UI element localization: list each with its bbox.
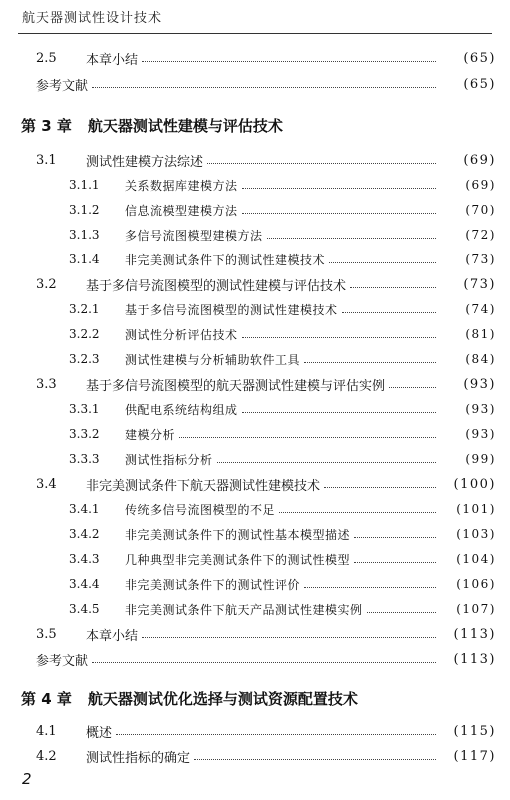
toc-entry-3-2-2[interactable] <box>69 323 496 345</box>
dot-leader <box>267 238 436 239</box>
toc-entry-3-3-1[interactable] <box>69 398 496 420</box>
toc-entry-number: 3.4.1 <box>69 502 100 516</box>
toc-entry-page: (117) <box>453 748 496 764</box>
dot-leader <box>242 337 436 338</box>
toc-entry-page: (99) <box>465 452 496 466</box>
toc-entry-3-3-2[interactable] <box>69 423 496 445</box>
chapter-label: 第 4 章 <box>21 689 72 708</box>
running-head: 航天器测试性设计技术 <box>22 11 163 26</box>
toc-entry-page: (107) <box>456 602 496 616</box>
toc-entry-title: 参考文献 <box>36 78 89 94</box>
toc-entry-3-2-3[interactable] <box>69 348 496 370</box>
toc-entry-number: 3.3.2 <box>69 427 100 441</box>
toc-entry-title: 本章小结 <box>86 52 139 68</box>
toc-entry-title: 测试性建模方法综述 <box>86 154 204 170</box>
toc-entry-number: 3.1.3 <box>69 228 100 242</box>
toc-entry-number: 3.2 <box>36 276 57 292</box>
dot-leader <box>142 637 436 638</box>
toc-entry-number: 3.1 <box>36 152 57 168</box>
toc-entry-number: 4.2 <box>36 748 57 764</box>
toc-entry-page: (65) <box>463 50 496 66</box>
toc-entry-page: (69) <box>463 152 496 168</box>
toc-entry-page: (69) <box>465 178 496 192</box>
toc-entry-title: 测试性指标的确定 <box>86 750 191 766</box>
dot-leader <box>329 262 436 263</box>
toc-entry-title: 基于多信号流图模型的航天器测试性建模与评估实例 <box>86 378 386 394</box>
toc-entry-3-3-3[interactable] <box>69 448 496 470</box>
toc-entry-4-2[interactable] <box>36 745 496 767</box>
toc-entry-page: (84) <box>465 352 496 366</box>
toc-entry-3-1-2[interactable] <box>69 199 496 221</box>
toc-entry-title: 供配电系统结构组成 <box>125 402 238 417</box>
toc-entry-3-1-1[interactable] <box>69 174 496 196</box>
toc-entry-page: (74) <box>465 302 496 316</box>
toc-entry-number: 3.2.2 <box>69 327 100 341</box>
toc-entry-3-1[interactable] <box>36 149 496 171</box>
toc-entry-number: 3.3.1 <box>69 402 100 416</box>
toc-entry-3-4-4[interactable] <box>69 573 496 595</box>
dot-leader <box>304 587 436 588</box>
toc-entry-3-2[interactable] <box>36 273 496 295</box>
toc-entry-title: 参考文献 <box>36 653 89 669</box>
toc-entry-title: 非完美测试条件下航天产品测试性建模实例 <box>125 602 363 617</box>
toc-entry-number: 3.3.3 <box>69 452 100 466</box>
toc-entry-title: 基于多信号流图模型的测试性建模技术 <box>125 302 338 317</box>
toc-entry-page: (113) <box>453 651 496 667</box>
toc-entry-number: 4.1 <box>36 723 57 739</box>
toc-entry-page: (113) <box>453 626 496 642</box>
toc-entry-number: 3.4.5 <box>69 602 100 616</box>
toc-entry-3-4-2[interactable] <box>69 523 496 545</box>
header-rule <box>18 33 492 34</box>
toc-entry-title: 非完美测试条件下航天器测试性建模技术 <box>86 478 321 494</box>
dot-leader <box>217 462 436 463</box>
dot-leader <box>324 487 436 488</box>
toc-entry-title: 概述 <box>86 725 113 741</box>
toc-entry-references[interactable] <box>36 73 496 95</box>
toc-entry-3-4-5[interactable] <box>69 598 496 620</box>
dot-leader <box>116 734 436 735</box>
chapter-title: 航天器测试性建模与评估技术 <box>87 116 283 135</box>
toc-entry-page: (93) <box>465 427 496 441</box>
dot-leader <box>207 163 436 164</box>
toc-entry-title: 基于多信号流图模型的测试性建模与评估技术 <box>86 278 347 294</box>
toc-entry-4-1[interactable] <box>36 720 496 742</box>
toc-entry-page: (104) <box>456 552 496 566</box>
chapter-label: 第 3 章 <box>21 116 72 135</box>
chapter-3-heading[interactable] <box>21 113 283 137</box>
toc-entry-number: 3.4.2 <box>69 527 100 541</box>
toc-entry-page: (65) <box>463 76 496 92</box>
dot-leader <box>304 362 436 363</box>
toc-entry-page: (73) <box>465 252 496 266</box>
toc-entry-page: (73) <box>463 276 496 292</box>
toc-entry-title: 非完美测试条件下的测试性基本模型描述 <box>125 527 351 542</box>
toc-entry-page: (106) <box>456 577 496 591</box>
dot-leader <box>242 213 436 214</box>
toc-entry-title: 本章小结 <box>86 628 139 644</box>
dot-leader <box>279 512 436 513</box>
toc-entry-number: 3.1.4 <box>69 252 100 266</box>
dot-leader <box>92 87 436 88</box>
toc-entry-title: 非完美测试条件下的测试性建模技术 <box>125 252 326 267</box>
dot-leader <box>367 612 436 613</box>
toc-entry-page: (72) <box>465 228 496 242</box>
toc-entry-title: 测试性分析评估技术 <box>125 327 238 342</box>
toc-entry-title: 信息流模型建模方法 <box>125 203 238 218</box>
toc-entry-number: 3.1.2 <box>69 203 100 217</box>
toc-entry-3-1-3[interactable] <box>69 224 496 246</box>
toc-entry-3-5[interactable] <box>36 623 496 645</box>
page-number: 2 <box>22 770 32 788</box>
dot-leader <box>179 437 436 438</box>
toc-entry-page: (100) <box>453 476 496 492</box>
toc-entry-number: 3.3 <box>36 376 57 392</box>
toc-entry-number: 3.4.4 <box>69 577 100 591</box>
toc-entry-title: 建模分析 <box>125 427 176 442</box>
toc-entry-3-4-3[interactable] <box>69 548 496 570</box>
chapter-title: 航天器测试优化选择与测试资源配置技术 <box>87 689 358 708</box>
toc-entry-page: (101) <box>456 502 496 516</box>
toc-entry-3-4[interactable] <box>36 473 496 495</box>
toc-entry-number: 3.5 <box>36 626 57 642</box>
dot-leader <box>389 387 436 388</box>
toc-entry-page: (81) <box>465 327 496 341</box>
dot-leader <box>350 287 436 288</box>
toc-entry-number: 3.4 <box>36 476 57 492</box>
dot-leader <box>242 412 436 413</box>
toc-entry-number: 3.2.3 <box>69 352 100 366</box>
toc-entry-title: 非完美测试条件下的测试性评价 <box>125 577 301 592</box>
toc-entry-title: 测试性建模与分析辅助软件工具 <box>125 352 301 367</box>
dot-leader <box>242 188 436 189</box>
toc-entry-3-1-4[interactable] <box>69 248 496 270</box>
toc-entry-2-5[interactable] <box>36 47 496 69</box>
toc-entry-title: 多信号流图模型建模方法 <box>125 228 263 243</box>
toc-entry-title: 关系数据库建模方法 <box>125 178 238 193</box>
toc-entry-number: 3.4.3 <box>69 552 100 566</box>
toc-entry-3-4-1[interactable] <box>69 498 496 520</box>
toc-entry-title: 测试性指标分析 <box>125 452 213 467</box>
toc-entry-number: 3.2.1 <box>69 302 100 316</box>
dot-leader <box>92 662 436 663</box>
toc-entry-number: 3.1.1 <box>69 178 100 192</box>
toc-entry-title: 传统多信号流图模型的不足 <box>125 502 276 517</box>
dot-leader <box>354 537 436 538</box>
toc-entry-number: 2.5 <box>36 50 57 66</box>
dot-leader <box>142 61 436 62</box>
toc-entry-references[interactable] <box>36 648 496 670</box>
dot-leader <box>342 312 436 313</box>
toc-entry-page: (93) <box>465 402 496 416</box>
toc-entry-page: (93) <box>463 376 496 392</box>
toc-entry-3-2-1[interactable] <box>69 298 496 320</box>
dot-leader <box>354 562 436 563</box>
toc-entry-3-3[interactable] <box>36 373 496 395</box>
toc-entry-page: (70) <box>465 203 496 217</box>
chapter-4-heading[interactable] <box>21 686 358 710</box>
dot-leader <box>194 759 436 760</box>
toc-entry-page: (103) <box>456 527 496 541</box>
toc-entry-page: (115) <box>453 723 496 739</box>
toc-entry-title: 几种典型非完美测试条件下的测试性模型 <box>125 552 351 567</box>
